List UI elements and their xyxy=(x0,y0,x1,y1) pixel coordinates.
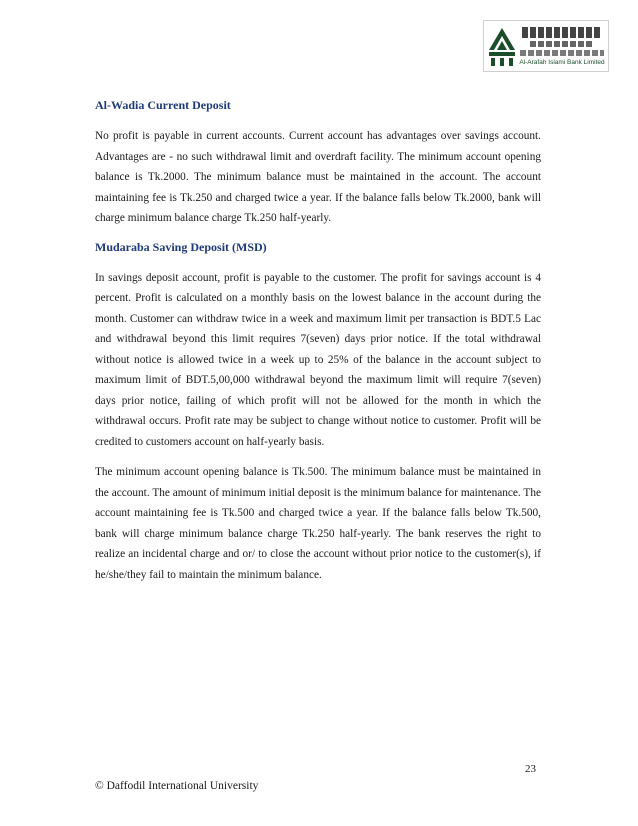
logo-arabic-script xyxy=(520,50,604,56)
logo-bengali-subtitle xyxy=(530,41,594,47)
mosque-dome-icon xyxy=(487,24,517,68)
section-paragraph: In savings deposit account, profit is payable to the customer. The profit for savings account is 4 percent. Profit is calculated on a monthly basis on the lowest balance in the account during the month. Customer can withdraw twice in a week and maximum limit per transaction is BDT.5 Lac and withdrawal beyond this limit requires 7(seven) days prior notice. If the total withdrawal without notice is allowed twice in a week up to 25% of the balance in the account subject to maximum limit of BDT.5,00,000 withdrawal beyond the maximum limit will require 7(seven) days prior notice, failing of which profit will not be allowed for the month in which the withdrawal occurs. Profit rate may be subject to change without notice to customer. Profit will be credited to customers account on half-yearly basis. xyxy=(95,271,541,448)
page-content xyxy=(95,97,541,585)
logo-bengali-script xyxy=(522,27,602,38)
section-heading: Al-Wadia Current Deposit xyxy=(95,98,231,112)
section-heading: Mudaraba Saving Deposit (MSD) xyxy=(95,239,267,254)
page-footer: © Daffodil International University xyxy=(95,780,259,792)
page-number: 23 xyxy=(525,763,536,775)
bank-logo xyxy=(483,20,609,72)
logo-text xyxy=(518,27,606,66)
section-paragraph: The minimum account opening balance is Tk.500. The minimum balance must be maintained in the account. The amount of minimum initial deposit is the minimum balance for maintenance. The account maintaining fee is Tk.500 and charged twice a year. If the balance falls below Tk.500, bank will charge minimum balance charge Tk.250 half-yearly. The bank reserves the right to realize an incidental charge and or/ to close the account without prior notice to the customer(s), if he/she/they fail to maintain the minimum balance. xyxy=(95,466,541,581)
section-paragraph: No profit is payable in current accounts. Current account has advantages over savings account. Advantages are - no such withdrawal limit and overdraft facility. The minimum account opening balance is Tk.2000. The minimum balance must be maintained in the account. The account maintaining fee is Tk.250 and charged twice a year. If the balance falls below Tk.2000, bank will charge minimum balance charge Tk.250 half-yearly. xyxy=(95,130,541,224)
logo-english-name: Al-Arafah Islami Bank Limited xyxy=(519,59,605,66)
